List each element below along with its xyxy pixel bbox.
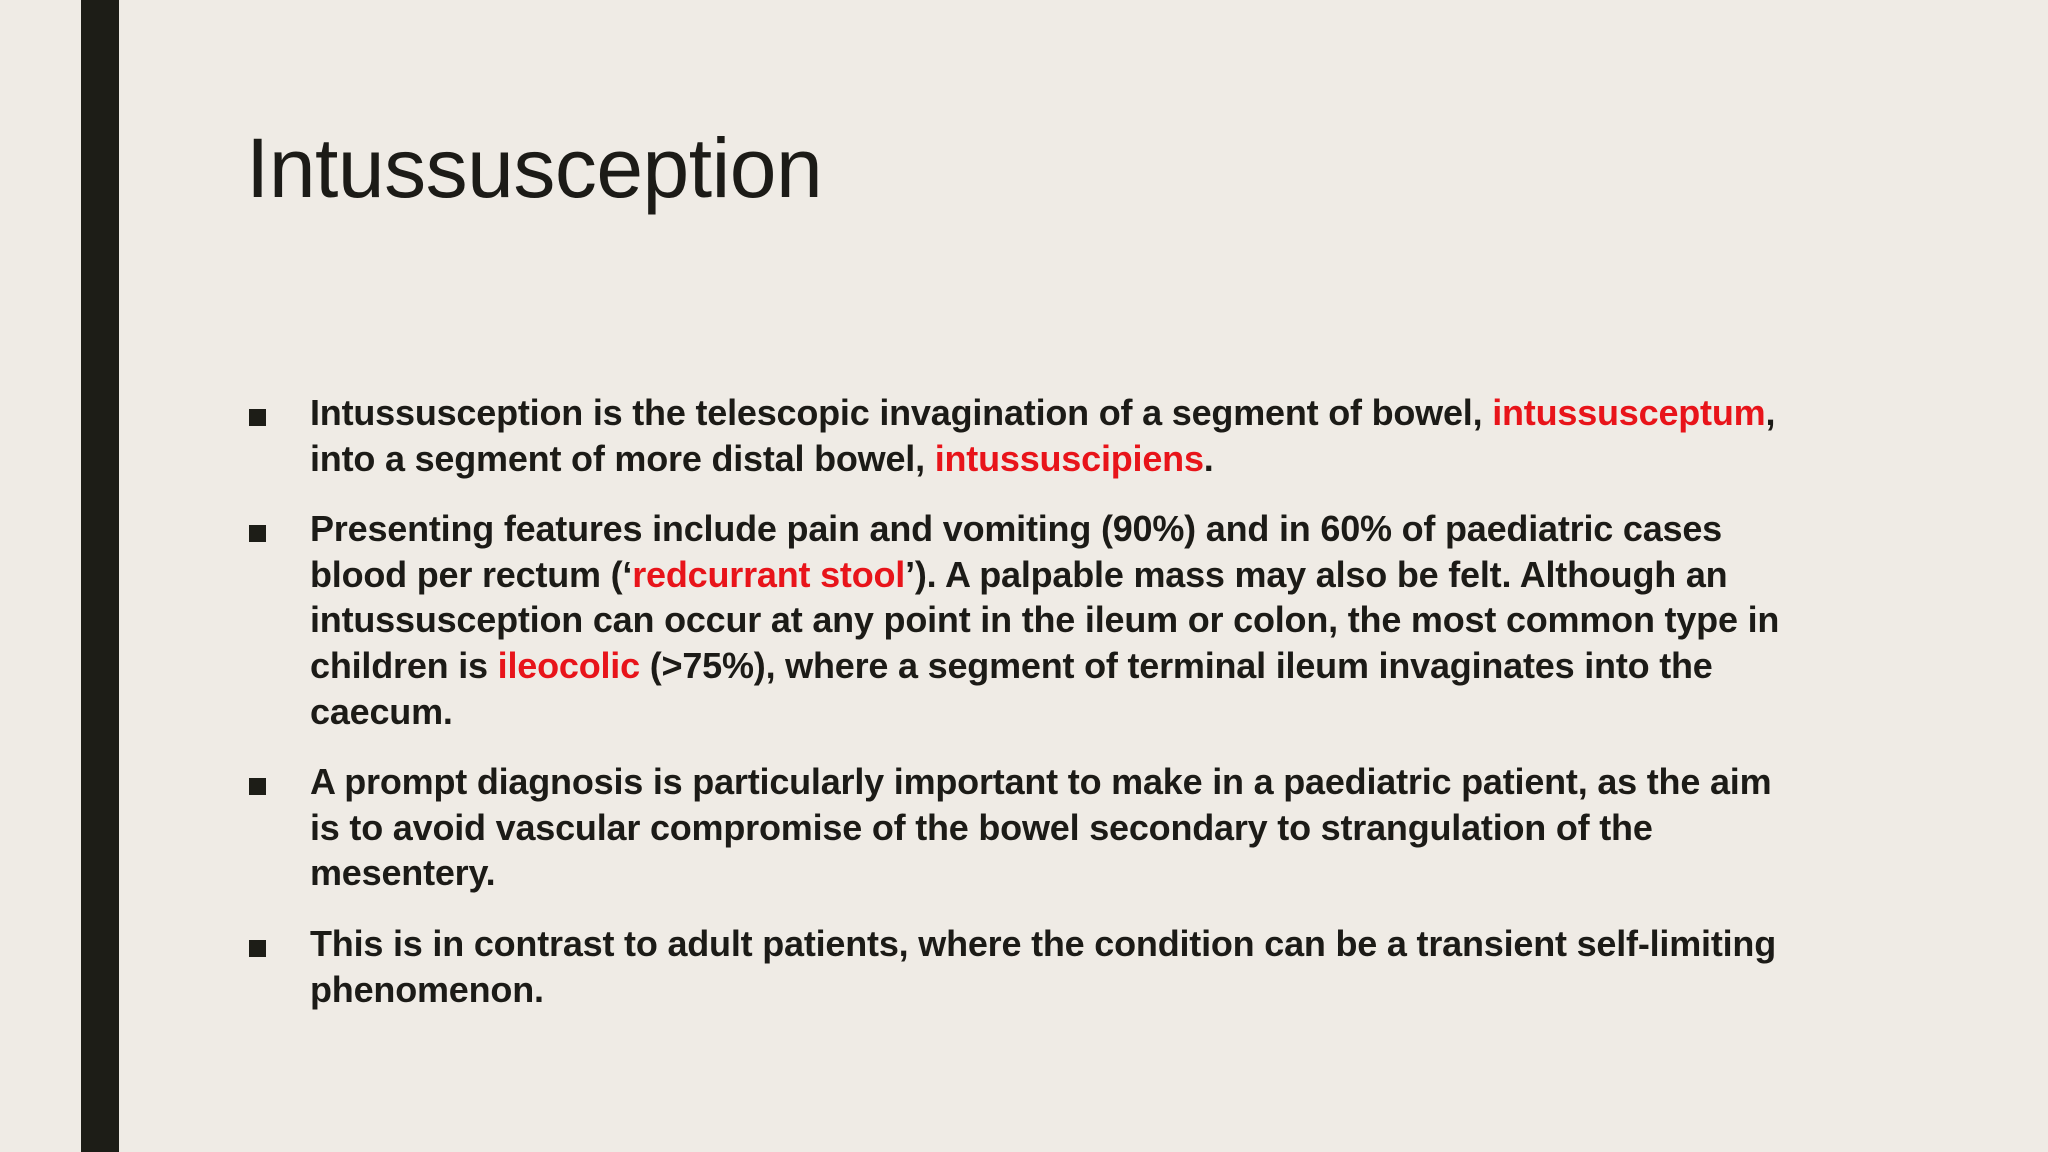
square-bullet-icon <box>249 778 266 795</box>
bullet-item <box>246 921 1846 1012</box>
text-run: intussusception can occur at any point in the ileum or colon, the most common type in <box>310 599 1780 641</box>
text-run: caecum. <box>310 690 453 732</box>
text-run: A prompt diagnosis is particularly important to make in a paediatric patient, as the aim <box>310 761 1772 803</box>
text-run: mesentery. <box>310 852 496 894</box>
bullet-text <box>310 759 1846 896</box>
text-run: , <box>1765 392 1776 433</box>
text-run: blood per rectum (‘ <box>310 553 633 595</box>
bullet-item <box>246 390 1846 481</box>
text-run: Presenting features include pain and vomiting (90%) and in 60% of paediatric cases <box>310 508 1722 550</box>
text-run: (>75%), where a segment of terminal ileum invaginates into the <box>639 644 1713 686</box>
text-run: Intussusception is the telescopic invagination of a segment of bowel, <box>310 392 1493 433</box>
left-accent-bar <box>81 0 119 1152</box>
text-run: . <box>1203 437 1214 479</box>
text-run: into a segment of more distal bowel, <box>310 437 935 479</box>
square-bullet-icon <box>249 525 266 542</box>
highlighted-term: redcurrant stool <box>632 553 906 595</box>
bullet-list <box>246 390 1846 1037</box>
square-bullet-icon <box>249 409 266 426</box>
highlighted-term: intussuscipiens <box>934 437 1204 479</box>
text-run: This is in contrast to adult patients, where the condition can be a transient self-limiting <box>310 922 1776 964</box>
bullet-text <box>310 390 1846 481</box>
bullet-line <box>310 850 1846 896</box>
bullet-line <box>310 759 1846 805</box>
highlighted-term: intussusceptum <box>1492 392 1766 433</box>
bullet-line <box>310 921 1846 967</box>
bullet-item <box>246 759 1846 896</box>
text-run: phenomenon. <box>310 968 544 1010</box>
bullet-item <box>246 506 1846 734</box>
text-run: is to avoid vascular compromise of the bowel secondary to strangulation of the <box>310 806 1653 848</box>
bullet-text <box>310 921 1846 1012</box>
bullet-line <box>310 390 1846 436</box>
bullet-line <box>310 967 1846 1013</box>
bullet-line <box>310 689 1846 735</box>
bullet-line <box>310 552 1846 598</box>
bullet-line <box>310 643 1846 689</box>
bullet-line <box>310 597 1846 643</box>
text-run: children is <box>310 644 498 686</box>
highlighted-term: ileocolic <box>497 644 640 686</box>
bullet-line <box>310 506 1846 552</box>
bullet-line <box>310 436 1846 482</box>
bullet-text <box>310 506 1846 734</box>
text-run: ’). A palpable mass may also be felt. Although an <box>905 553 1728 595</box>
square-bullet-icon <box>249 940 266 957</box>
bullet-line <box>310 805 1846 851</box>
slide-title: Intussusception <box>246 121 823 215</box>
